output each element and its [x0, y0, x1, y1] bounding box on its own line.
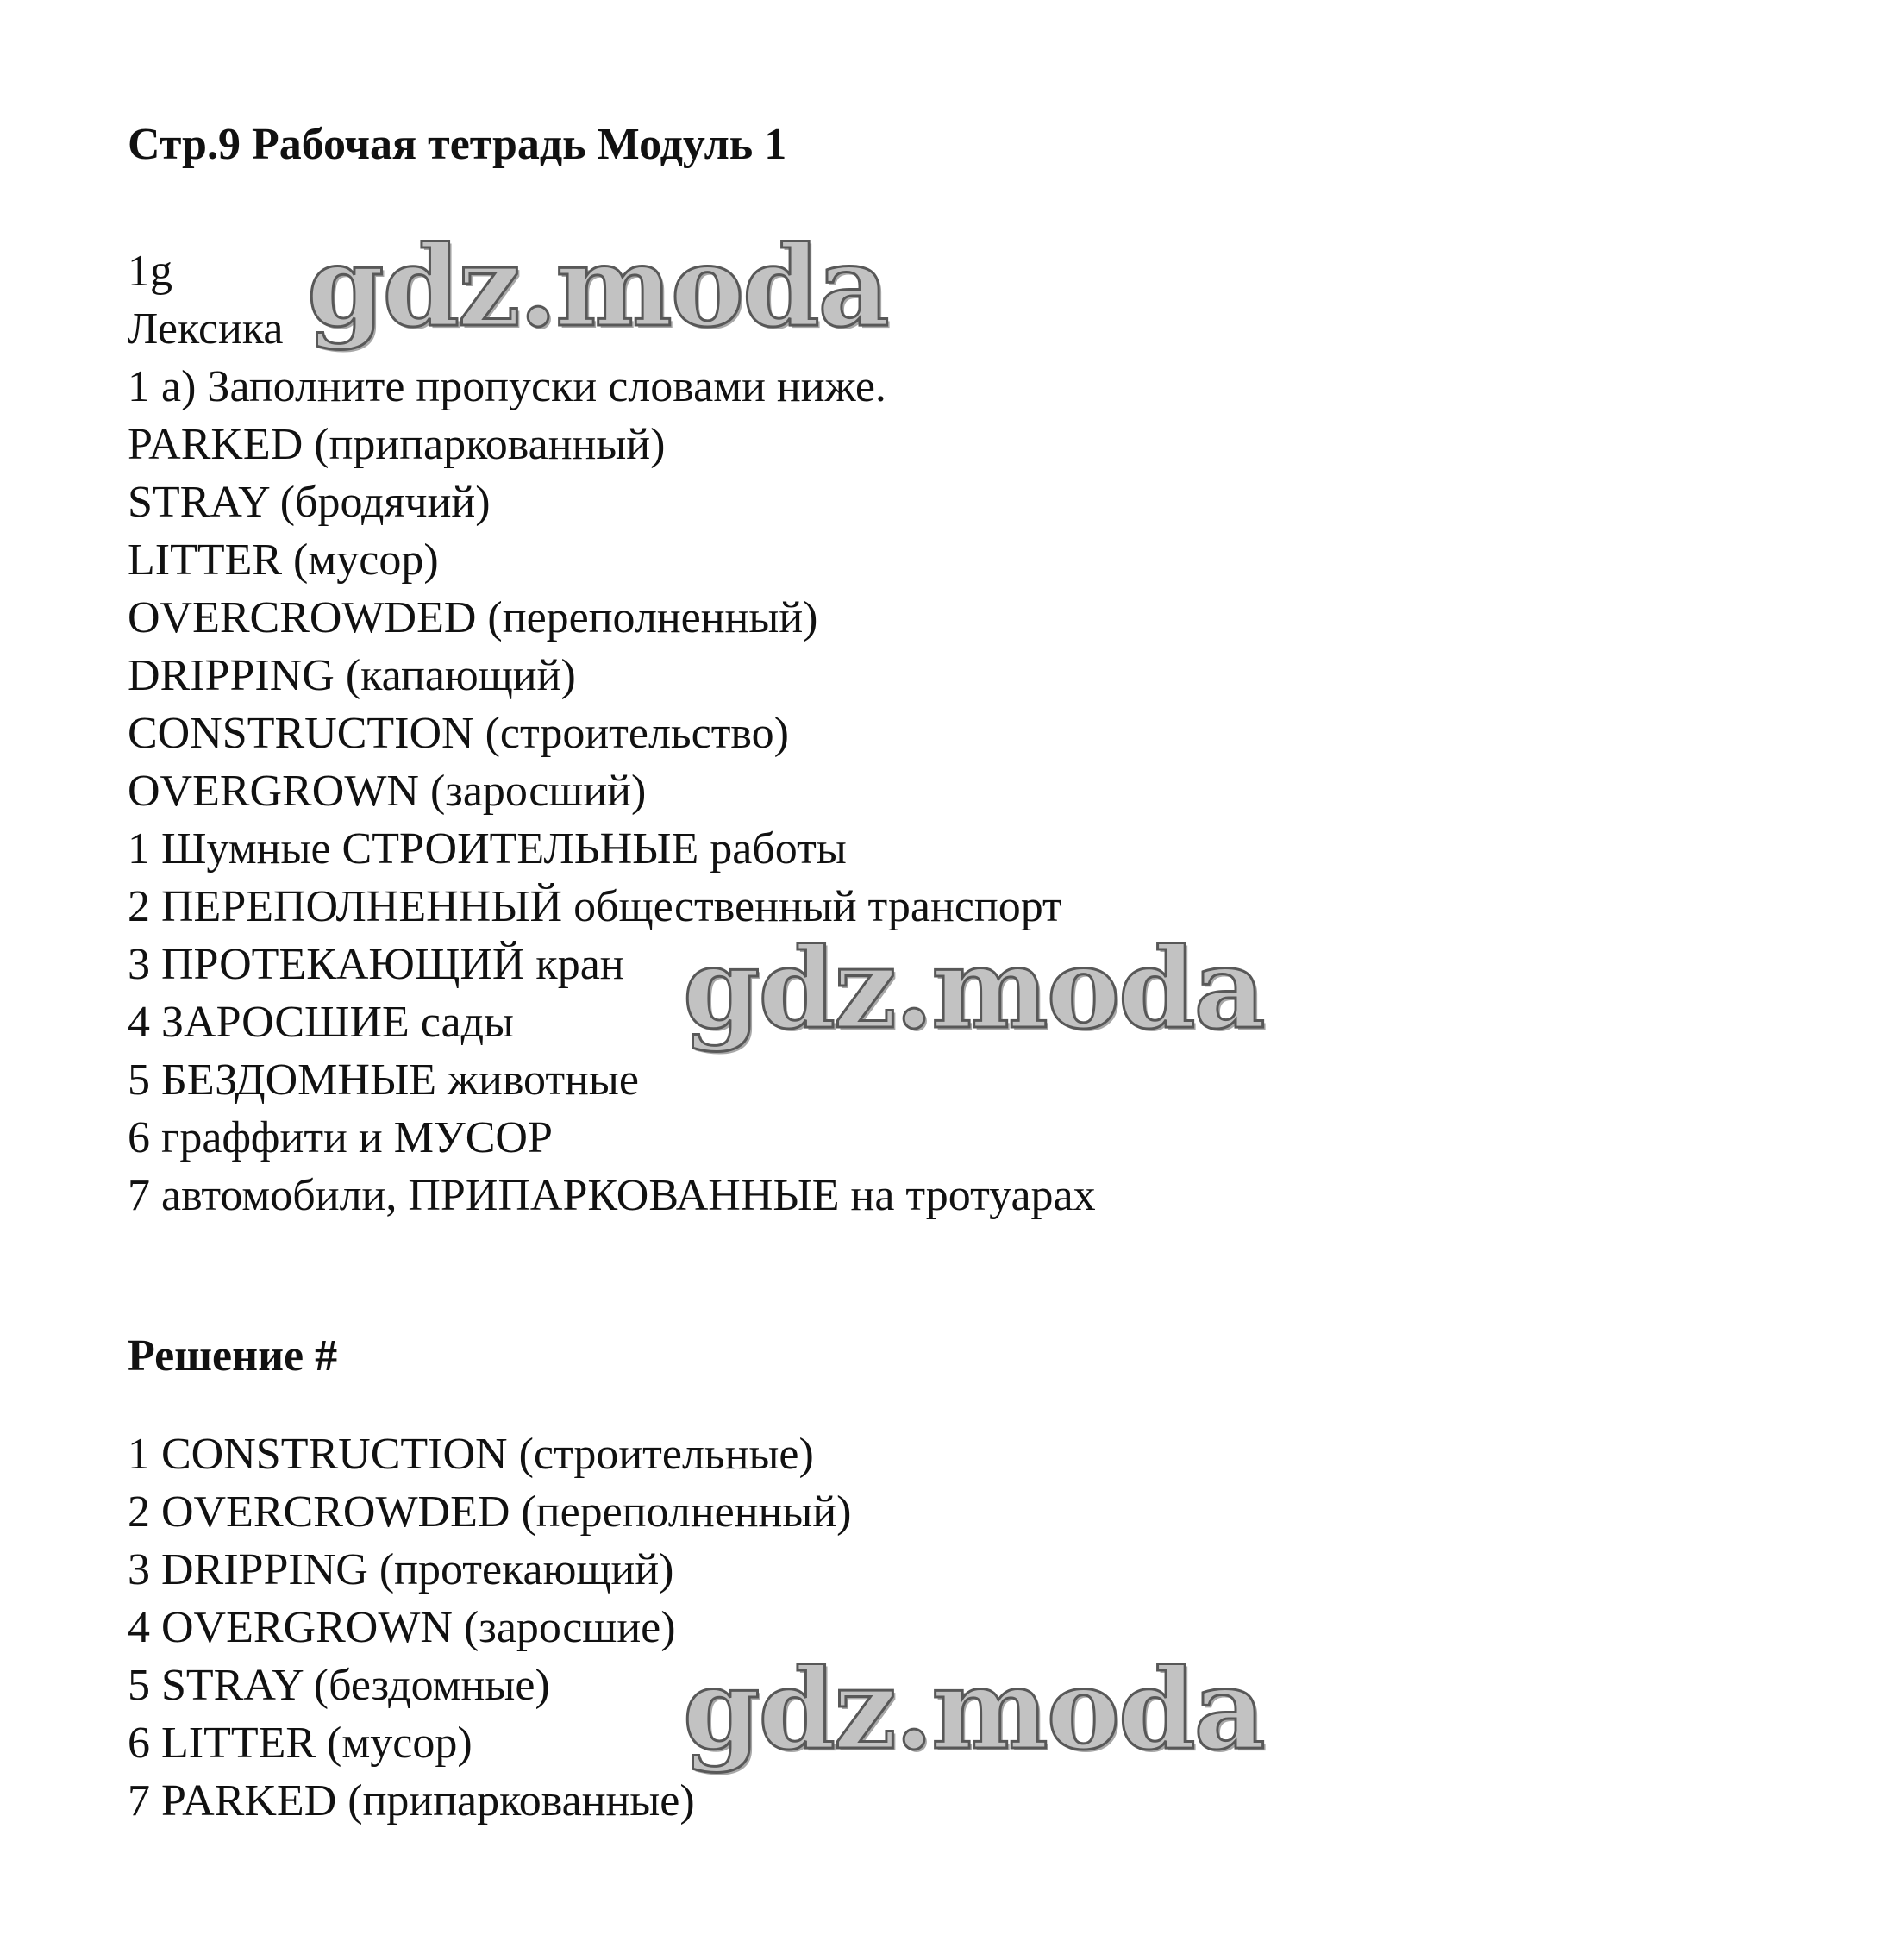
- watermark: gdz.moda: [683, 924, 1264, 1054]
- phrase-item: 6 граффити и МУСОР: [128, 1113, 553, 1162]
- answer-item: 7 PARKED (припаркованные): [128, 1776, 695, 1825]
- word-list-item: STRAY (бродячий): [128, 478, 491, 527]
- answer-item: 1 CONSTRUCTION (строительные): [128, 1430, 814, 1479]
- watermark: gdz.moda: [307, 222, 888, 352]
- task-instruction: 1 a) Заполните пропуски словами ниже.: [128, 362, 886, 411]
- answer-item: 4 OVERGROWN (заросшие): [128, 1603, 676, 1652]
- word-list-item: CONSTRUCTION (строительство): [128, 709, 789, 758]
- answers-block: [128, 1425, 851, 1830]
- section-heading: Лексика: [128, 304, 284, 354]
- task-block: [128, 242, 1096, 1224]
- word-list-item: PARKED (припаркованный): [128, 420, 666, 469]
- word-list-item: OVERGROWN (заросший): [128, 767, 647, 816]
- phrase-item: 5 БЕЗДОМНЫЕ животные: [128, 1055, 639, 1105]
- phrase-item: 1 Шумные СТРОИТЕЛЬНЫЕ работы: [128, 824, 847, 874]
- watermark: gdz.moda: [683, 1645, 1264, 1775]
- word-list-item: DRIPPING (капающий): [128, 651, 576, 700]
- phrase-item: 2 ПЕРЕПОЛНЕННЫЙ общественный транспорт: [128, 882, 1062, 931]
- phrase-item: 4 ЗАРОСШИЕ сады: [128, 998, 514, 1047]
- answer-item: 2 OVERCROWDED (переполненный): [128, 1487, 852, 1537]
- answer-item: 6 LITTER (мусор): [128, 1719, 473, 1768]
- phrase-item: 3 ПРОТЕКАЮЩИЙ кран: [128, 940, 624, 989]
- answer-item: 3 DRIPPING (протекающий): [128, 1545, 674, 1594]
- answer-item: 5 STRAY (бездомные): [128, 1661, 550, 1710]
- word-list-item: OVERCROWDED (переполненный): [128, 593, 818, 642]
- exercise-number: 1g: [128, 247, 172, 296]
- phrase-item: 7 автомобили, ПРИПАРКОВАННЫЕ на тротуарах: [128, 1171, 1096, 1220]
- solution-title: Решение #: [128, 1331, 338, 1381]
- page-title: Стр.9 Рабочая тетрадь Модуль 1: [128, 120, 787, 169]
- word-list-item: LITTER (мусор): [128, 535, 439, 585]
